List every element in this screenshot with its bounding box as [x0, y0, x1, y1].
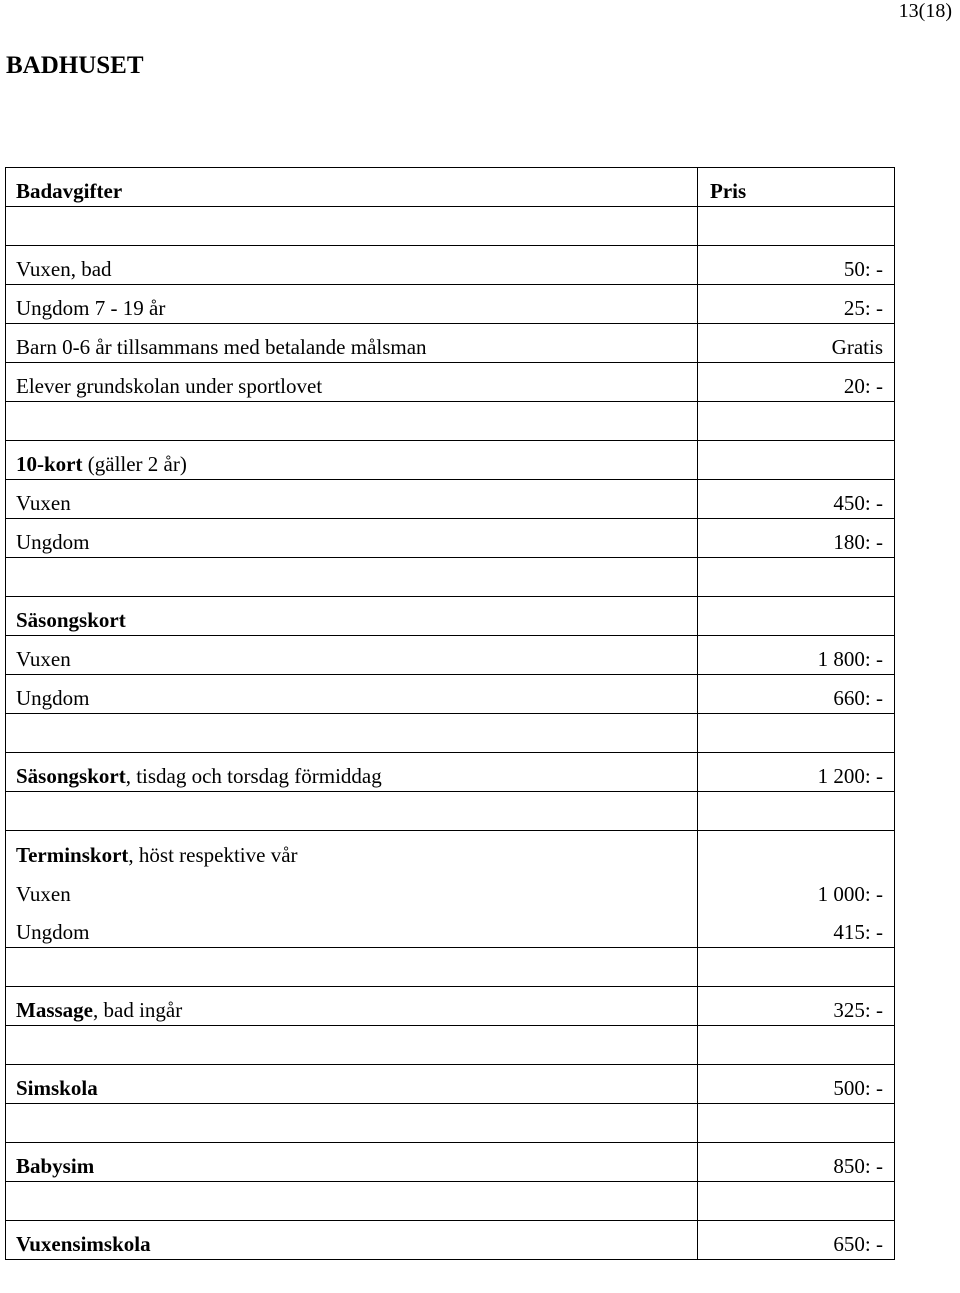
row-price: 415: - — [698, 909, 895, 948]
row-name-rest: , höst respektive vår — [128, 842, 298, 867]
row-price: 850: - — [698, 1143, 895, 1182]
row-price — [698, 792, 895, 831]
table-row — [6, 1065, 895, 1104]
row-price — [698, 597, 895, 636]
row-name: Vuxen, bad — [6, 246, 698, 285]
row-price: 1 200: - — [698, 753, 895, 792]
row-name — [6, 1221, 698, 1260]
row-name: Elever grundskolan under sportlovet — [6, 363, 698, 402]
table-row — [6, 285, 895, 324]
page-number: 13(18) — [898, 0, 952, 22]
row-price: 500: - — [698, 1065, 895, 1104]
table-row — [6, 792, 895, 831]
row-price — [698, 558, 895, 597]
table-row — [6, 480, 895, 519]
table-row — [6, 987, 895, 1026]
table-row — [6, 1143, 895, 1182]
row-price: 450: - — [698, 480, 895, 519]
row-price — [698, 441, 895, 480]
row-name-rest: (gäller 2 år) — [82, 452, 187, 476]
table-row — [6, 636, 895, 675]
row-name: Vuxen — [6, 636, 698, 675]
row-name — [6, 753, 698, 792]
row-name — [6, 597, 698, 636]
table-row — [6, 1182, 895, 1221]
row-price — [698, 207, 895, 246]
row-name-bold: Babysim — [16, 1154, 95, 1178]
table-row — [6, 207, 895, 246]
table-row — [6, 402, 895, 441]
table-row — [6, 597, 895, 636]
table-row — [6, 324, 895, 363]
table-row — [6, 441, 895, 480]
table-row — [6, 948, 895, 987]
table-row — [6, 753, 895, 792]
row-name: Vuxen — [6, 870, 698, 909]
row-name-bold: Vuxensimskola — [16, 1232, 151, 1256]
row-name — [6, 714, 698, 753]
row-price — [698, 1182, 895, 1221]
table-row — [6, 1221, 895, 1260]
table-row — [6, 558, 895, 597]
table-row — [6, 1026, 895, 1065]
header-name: Badavgifter — [6, 168, 698, 207]
table-header-row — [6, 168, 895, 207]
row-price: 1 000: - — [698, 870, 895, 909]
table-row — [6, 870, 895, 909]
row-price — [698, 714, 895, 753]
row-name: Vuxen — [6, 480, 698, 519]
row-name — [6, 1143, 698, 1182]
row-name: Ungdom 7 - 19 år — [6, 285, 698, 324]
row-name — [6, 558, 698, 597]
row-name — [6, 1026, 698, 1065]
row-price — [698, 831, 895, 870]
row-name — [6, 831, 698, 870]
row-name — [6, 948, 698, 987]
table-row — [6, 831, 895, 870]
row-price: 50: - — [698, 246, 895, 285]
row-name — [6, 1182, 698, 1221]
table-row — [6, 714, 895, 753]
row-price — [698, 402, 895, 441]
row-price: 660: - — [698, 675, 895, 714]
row-price: 650: - — [698, 1221, 895, 1260]
row-price — [698, 1026, 895, 1065]
row-name-bold: Simskola — [16, 1076, 98, 1100]
row-price — [698, 948, 895, 987]
row-price — [698, 1104, 895, 1143]
row-price: 20: - — [698, 363, 895, 402]
row-name: Ungdom — [6, 675, 698, 714]
row-name: Ungdom — [6, 909, 698, 948]
table-row — [6, 675, 895, 714]
row-name — [6, 1065, 698, 1104]
table-row — [6, 363, 895, 402]
row-name-bold: 10-kort — [16, 452, 83, 476]
row-name — [6, 402, 698, 441]
table-row — [6, 519, 895, 558]
row-name-bold: Säsongskort — [16, 764, 126, 788]
header-price: Pris — [698, 168, 895, 207]
row-price: 180: - — [698, 519, 895, 558]
row-price: Gratis — [698, 324, 895, 363]
row-name: Ungdom — [6, 519, 698, 558]
table-row — [6, 246, 895, 285]
row-name-bold: Massage — [16, 998, 93, 1022]
row-name — [6, 792, 698, 831]
row-name-bold: Terminskort — [16, 842, 129, 867]
row-name — [6, 987, 698, 1026]
row-name: Barn 0-6 år tillsammans med betalande målsman — [6, 324, 698, 363]
row-name-rest: , bad ingår — [93, 998, 183, 1022]
row-name-bold: Säsongskort — [16, 608, 126, 632]
row-name — [6, 1104, 698, 1143]
row-name-rest: , tisdag och torsdag förmiddag — [125, 764, 382, 788]
table-row — [6, 1104, 895, 1143]
row-price: 25: - — [698, 285, 895, 324]
table-row — [6, 909, 895, 948]
row-price: 1 800: - — [698, 636, 895, 675]
row-price: 325: - — [698, 987, 895, 1026]
price-table — [5, 167, 895, 1260]
row-name — [6, 441, 698, 480]
row-name — [6, 207, 698, 246]
document-title: BADHUSET — [6, 52, 144, 79]
